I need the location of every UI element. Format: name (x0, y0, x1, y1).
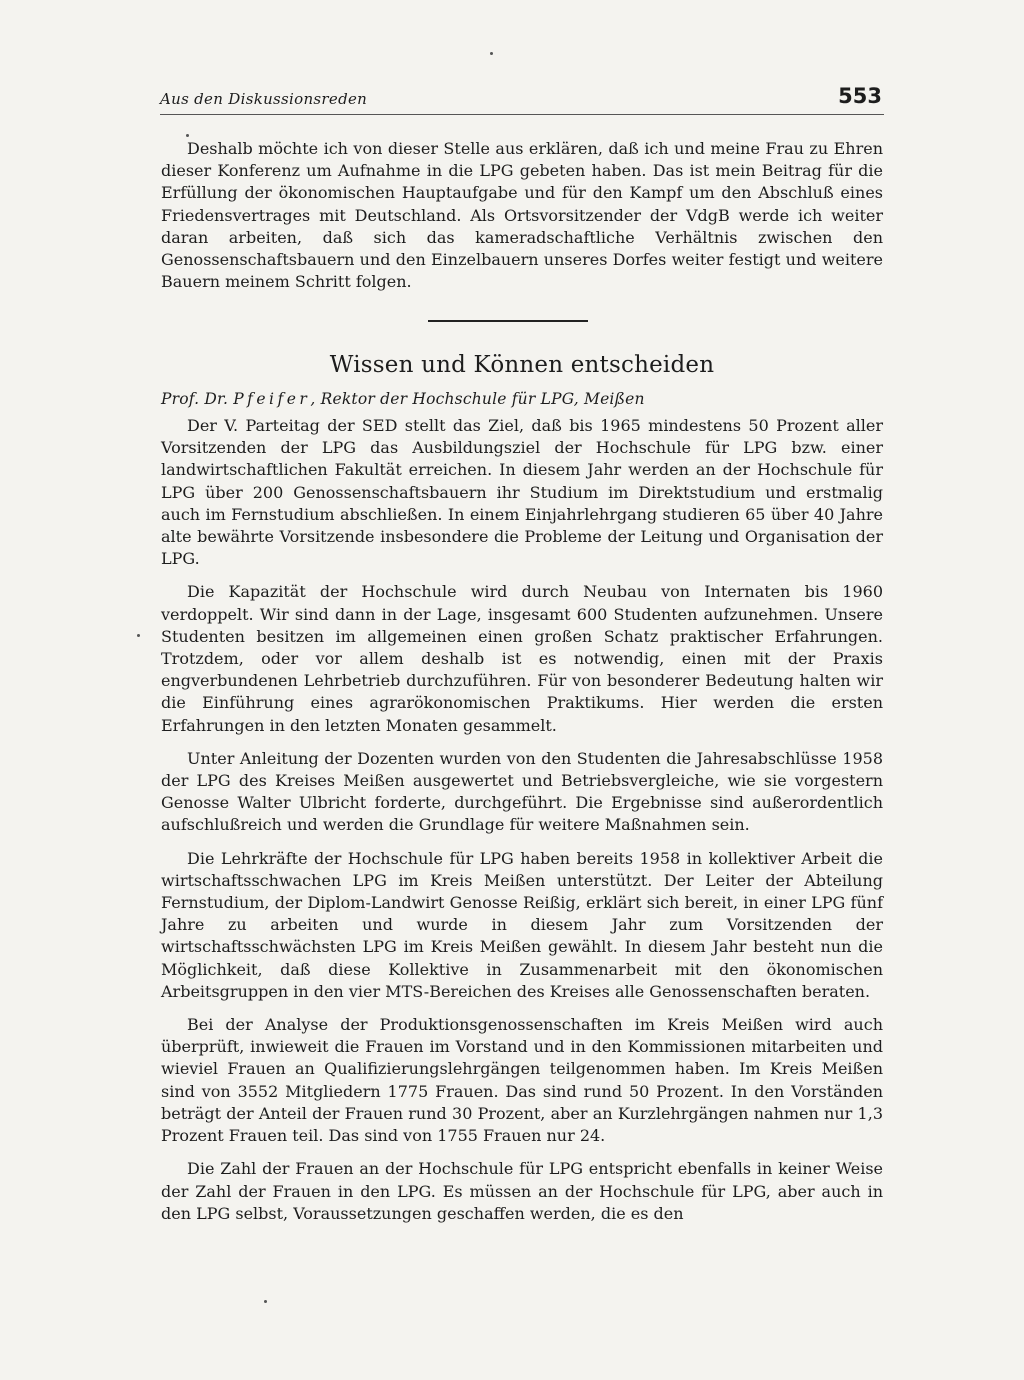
byline-author-name: Pfeifer (233, 390, 311, 408)
section-divider (428, 320, 588, 322)
article-paragraph-1: Der V. Parteitag der SED stellt das Ziel, daß bis 1965 mindestens 50 Prozent aller Vorsitzenden der LPG das Ausbildungsziel der Hochschule für LPG bzw. einer landwirtschaftlichen Fakultät erreichen. In diesem Jahr werden an der Hochschule für LPG über 200 Genossenschaftsbauern ihr Studium im Direktstudium und erstmalig auch im Fernstudium abschließen. In einem Einjahrlehrgang studieren 65 über 40 Jahre alte bewährte Vorsitzende insbesondere die Probleme der Leitung und Organisation der LPG. (161, 416, 883, 569)
intro-text-block (161, 138, 883, 304)
intro-paragraph: Deshalb möchte ich von dieser Stelle aus erklären, daß ich und meine Frau zu Ehren dieser Konferenz um Aufnahme in die LPG gebeten haben. Das ist mein Beitrag für die Erfüllung der ökonomischen Hauptaufgabe und für den Kampf um den Abschluß eines Friedensvertrages mit Deutschland. Als Ortsvorsitzender der VdgB werde ich weiter daran arbeiten, daß sich das kameradschaftliche Verhältnis zwischen den Genossenschaftsbauern und den Einzelbauern unseres Dorfes weiter festigt und weitere Bauern meinem Schritt folgen. (161, 139, 883, 292)
header-rule (160, 114, 884, 115)
print-speck (137, 634, 140, 637)
article-paragraph-6: Die Zahl der Frauen an der Hochschule für LPG entspricht ebenfalls in keiner Weise der Zahl der Frauen in den LPG. Es müssen an der Hochschule für LPG, aber auch in den LPG selbst, Voraussetzungen geschaffen werden, die es den (161, 1159, 883, 1223)
section-byline (161, 390, 883, 408)
print-speck (186, 134, 189, 137)
print-speck (264, 1300, 267, 1303)
article-paragraph-5: Bei der Analyse der Produktionsgenossenschaften im Kreis Meißen wird auch überprüft, inwieweit die Frauen im Vorstand und in den Kommissionen mitarbeiten und wieviel Frauen an Qualifizierungslehrgängen teilgenommen haben. Im Kreis Meißen sind von 3552 Mitgliedern 1775 Frauen. Das sind rund 50 Prozent. In den Vorständen beträgt der Anteil der Frauen rund 30 Prozent, aber an Kurzlehrgängen nahmen nur 1,3 Prozent Frauen teil. Das sind von 1755 Frauen nur 24. (161, 1015, 883, 1146)
article-body (161, 415, 883, 1236)
section-title: Wissen und Können entscheiden (329, 352, 715, 378)
byline-affiliation: , Rektor der Hochschule für LPG, Meißen (310, 390, 645, 408)
byline-prefix: Prof. Dr. (161, 390, 229, 408)
print-speck (490, 52, 493, 55)
article-paragraph-2: Die Kapazität der Hochschule wird durch Neubau von Internaten bis 1960 verdoppelt. Wir sind dann in der Lage, insgesamt 600 Studenten aufzunehmen. Unsere Studenten besitzen im allgemeinen einen großen Schatz praktischer Erfahrungen. Trotzdem, oder vor allem deshalb ist es notwendig, einen mit der Praxis engverbundenen Lehrbetrieb durchzuführen. Für von besonderer Bedeutung halten wir die Einführung eines agrarökonomischen Praktikums. Hier werden die ersten Erfahrungen in den letzten Monaten gesammelt. (161, 582, 883, 735)
article-paragraph-3: Unter Anleitung der Dozenten wurden von den Studenten die Jahresabschlüsse 1958 der LPG des Kreises Meißen ausgewertet und Betriebsvergleiche, wie sie vorgestern Genosse Walter Ulbricht forderte, durchgeführt. Die Ergebnisse sind außerordentlich aufschlußreich und werden die Grundlage für weitere Maßnahmen sein. (161, 748, 883, 835)
page-number: 553 (838, 84, 882, 108)
article-paragraph-4: Die Lehrkräfte der Hochschule für LPG haben bereits 1958 in kollektiver Arbeit die wirtschaftsschwachen LPG im Kreis Meißen unterstützt. Der Leiter der Abteilung Fernstudium, der Diplom-Landwirt Genosse Reißig, erklärt sich bereit, in einer LPG fünf Jahre zu arbeiten und wurde in diesem Jahr zum Vorsitzenden der wirtschaftsschwächsten LPG im Kreis Meißen gewählt. In diesem Jahr besteht nun die Möglichkeit, daß diese Kollektive in Zusammenarbeit mit den ökonomischen Arbeitsgruppen in den vier MTS-Bereichen des Kreises alle Genossenschaften beraten. (161, 848, 883, 1001)
running-head: Aus den Diskussionsreden (160, 90, 368, 108)
